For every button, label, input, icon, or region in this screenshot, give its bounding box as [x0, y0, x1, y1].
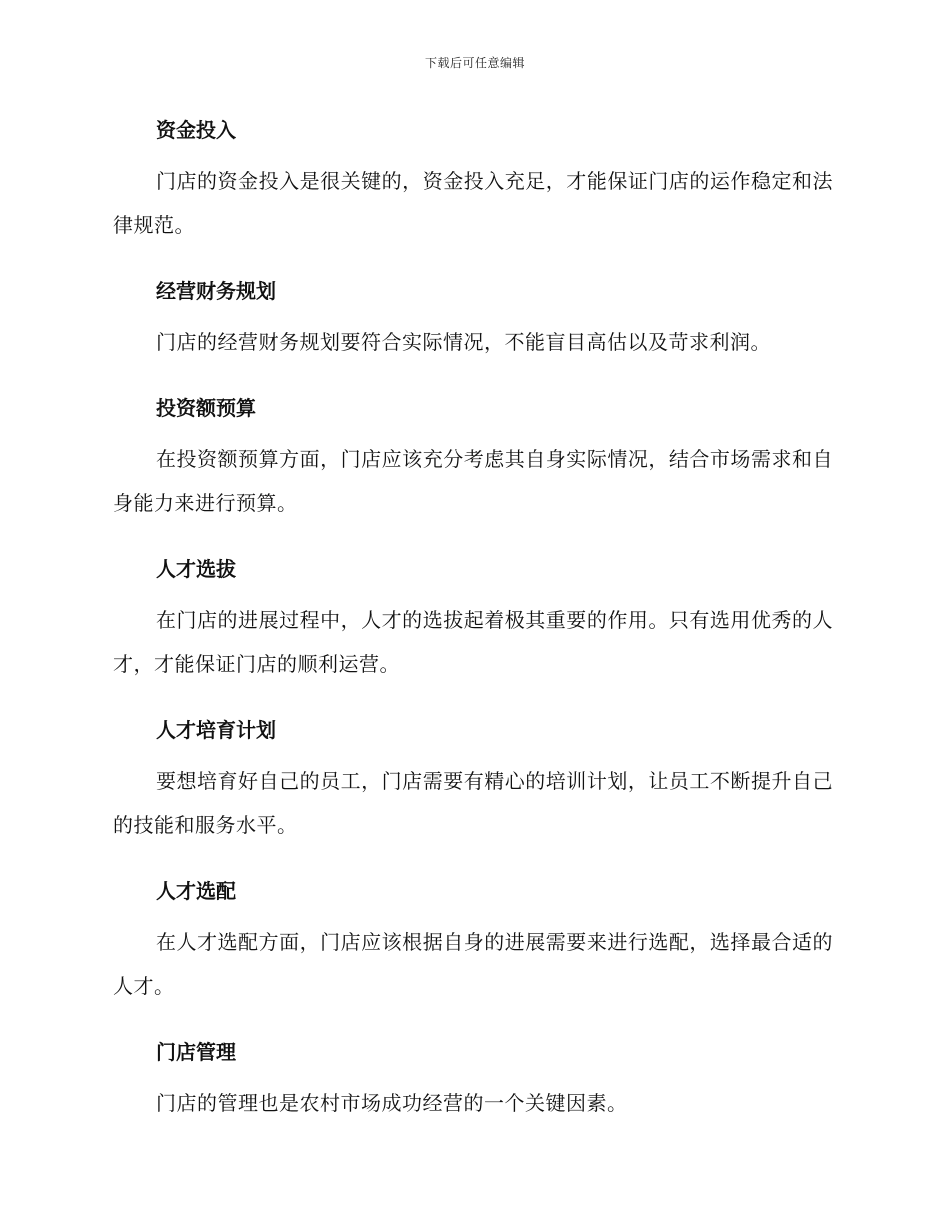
section-heading-store-management: 门店管理: [156, 1040, 236, 1064]
section-text-investment-budget: 在投资额预算方面，门店应该充分考虑其自身实际情况，结合市场需求和自身能力来进行预算。: [113, 447, 833, 515]
section-text-store-management: 门店的管理也是农村市场成功经营的一个关键因素。: [156, 1091, 628, 1115]
section-heading-talent-allocation: 人才选配: [156, 879, 236, 903]
section-text-funding: 门店的资金投入是很关键的，资金投入充足，才能保证门店的运作稳定和法律规范。: [113, 169, 833, 237]
section-text-talent-selection: 在门店的进展过程中，人才的选拔起着极其重要的作用。只有选用优秀的人才，才能保证门店的顺利运营。: [113, 608, 833, 676]
section-heading-financial-planning: 经营财务规划: [156, 279, 276, 303]
section-heading-talent-selection: 人才选拔: [156, 557, 236, 581]
section-heading-talent-training: 人才培育计划: [156, 718, 276, 742]
section-heading-investment-budget: 投资额预算: [156, 396, 256, 420]
page-header: 下载后可任意编辑: [424, 56, 525, 70]
section-text-financial-planning: 门店的经营财务规划要符合实际情况，不能盲目高估以及苛求利润。: [156, 330, 771, 354]
document-body: [113, 108, 833, 1147]
section-text-talent-training: 要想培育好自己的员工，门店需要有精心的培训计划，让员工不断提升自己的技能和服务水平。: [113, 769, 833, 837]
section-text-talent-allocation: 在人才选配方面，门店应该根据自身的进展需要来进行选配，选择最合适的人才。: [113, 930, 833, 998]
section-heading-funding: 资金投入: [156, 118, 236, 142]
